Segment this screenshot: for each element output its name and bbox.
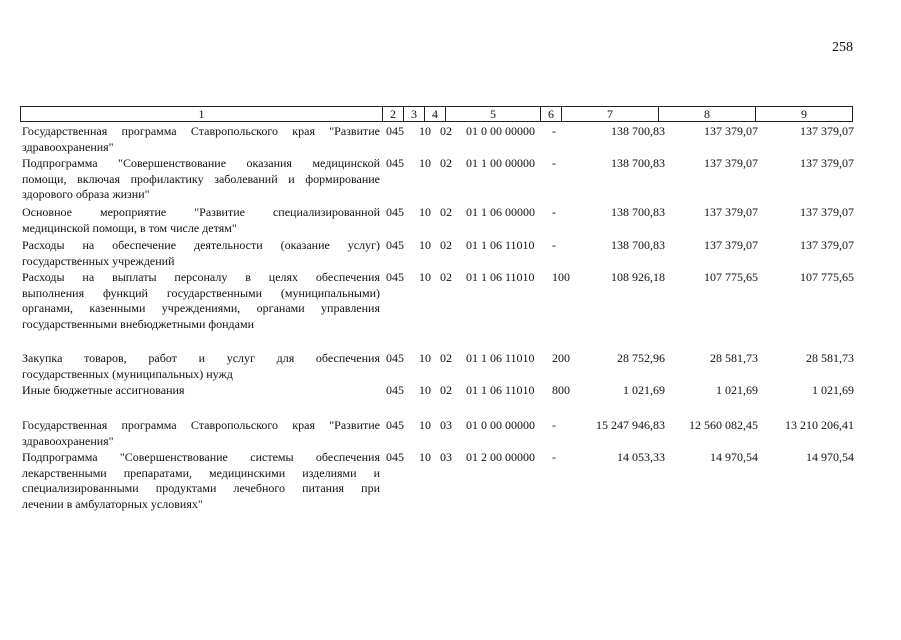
row-cell-c9: 137 379,07 [800, 156, 854, 170]
row-description-line: государственных (муниципальных) нужд [22, 366, 233, 381]
row-cell-c6: 200 [552, 351, 570, 365]
header-col-4: 4 [425, 107, 446, 122]
row-cell-c4: 02 [440, 351, 452, 365]
row-description-line: государственных учреждений [22, 253, 175, 268]
row-description [22, 383, 380, 399]
row-description-line: медицинской помощи, в том числе детям" [22, 220, 237, 235]
row-description-line: здравоохранения" [22, 433, 114, 448]
row-cell-c3: 10 [419, 156, 431, 170]
row-cell-c2: 045 [386, 238, 404, 252]
row-cell-c9: 137 379,07 [800, 124, 854, 138]
row-cell-c4: 02 [440, 205, 452, 219]
header-col-9: 9 [756, 107, 853, 122]
row-cell-c3: 10 [419, 205, 431, 219]
row-cell-c5: 01 1 06 11010 [466, 383, 535, 397]
row-cell-c6: - [552, 418, 556, 432]
row-cell-c7: 138 700,83 [611, 124, 665, 138]
row-cell-c8: 137 379,07 [704, 124, 758, 138]
row-cell-c4: 02 [440, 238, 452, 252]
row-description [22, 205, 380, 236]
row-cell-c5: 01 1 06 11010 [466, 351, 535, 365]
row-cell-c8: 14 970,54 [710, 450, 758, 464]
row-cell-c2: 045 [386, 205, 404, 219]
row-description-line: органами, казенными учреждениями, органами управления [22, 301, 380, 316]
row-description-line: Расходы на выплаты персоналу в целях обеспечения [22, 270, 380, 284]
row-cell-c2: 045 [386, 270, 404, 284]
header-col-5: 5 [446, 107, 541, 122]
row-cell-c3: 10 [419, 450, 431, 464]
row-cell-c5: 01 1 00 00000 [466, 156, 535, 170]
row-cell-c9: 137 379,07 [800, 238, 854, 252]
row-cell-c9: 1 021,69 [812, 383, 854, 397]
row-description-line: Иные бюджетные ассигнования [22, 383, 185, 397]
row-cell-c5: 01 0 00 00000 [466, 418, 535, 432]
row-cell-c9: 28 581,73 [806, 351, 854, 365]
row-description [22, 124, 380, 155]
row-cell-c2: 045 [386, 418, 404, 432]
row-cell-c7: 138 700,83 [611, 205, 665, 219]
row-cell-c8: 137 379,07 [704, 205, 758, 219]
row-cell-c5: 01 1 06 00000 [466, 205, 535, 219]
row-cell-c3: 10 [419, 124, 431, 138]
row-cell-c2: 045 [386, 383, 404, 397]
row-cell-c7: 1 021,69 [623, 383, 665, 397]
row-description-line: помощи, включая профилактику заболеваний и формирование [22, 171, 380, 186]
row-cell-c6: 100 [552, 270, 570, 284]
row-description-line: выполнения функций государственными (муниципальными) [22, 285, 380, 300]
row-cell-c6: - [552, 124, 556, 138]
row-cell-c9: 137 379,07 [800, 205, 854, 219]
page-number: 258 [832, 40, 853, 55]
row-cell-c5: 01 1 06 11010 [466, 238, 535, 252]
row-description [22, 450, 380, 512]
row-cell-c7: 14 053,33 [617, 450, 665, 464]
row-description-line: здравоохранения" [22, 139, 114, 154]
row-description-line: Закупка товаров, работ и услуг для обеспечения [22, 351, 380, 365]
row-cell-c2: 045 [386, 450, 404, 464]
row-cell-c8: 137 379,07 [704, 238, 758, 252]
row-description [22, 351, 380, 382]
row-description-line: Государственная программа Ставропольского края "Развитие [22, 418, 380, 432]
row-cell-c4: 03 [440, 450, 452, 464]
row-cell-c8: 12 560 082,45 [689, 418, 758, 432]
row-cell-c2: 045 [386, 124, 404, 138]
row-description-line: Подпрограмма "Совершенствование оказания медицинской [22, 156, 380, 170]
row-cell-c7: 28 752,96 [617, 351, 665, 365]
header-col-8: 8 [659, 107, 756, 122]
row-description-line: лечении в амбулаторных условиях" [22, 496, 203, 511]
row-cell-c3: 10 [419, 238, 431, 252]
row-description [22, 418, 380, 449]
row-cell-c8: 28 581,73 [710, 351, 758, 365]
row-cell-c6: 800 [552, 383, 570, 397]
row-cell-c5: 01 0 00 00000 [466, 124, 535, 138]
row-cell-c6: - [552, 205, 556, 219]
row-cell-c4: 03 [440, 418, 452, 432]
row-cell-c4: 02 [440, 270, 452, 284]
row-cell-c7: 108 926,18 [611, 270, 665, 284]
row-cell-c8: 1 021,69 [716, 383, 758, 397]
row-cell-c4: 02 [440, 383, 452, 397]
header-col-1: 1 [21, 107, 383, 122]
row-cell-c3: 10 [419, 351, 431, 365]
header-col-7: 7 [562, 107, 659, 122]
row-cell-c3: 10 [419, 418, 431, 432]
row-description [22, 270, 380, 332]
row-cell-c2: 045 [386, 351, 404, 365]
row-cell-c4: 02 [440, 156, 452, 170]
header-col-3: 3 [404, 107, 425, 122]
row-cell-c2: 045 [386, 156, 404, 170]
row-cell-c3: 10 [419, 383, 431, 397]
row-cell-c5: 01 1 06 11010 [466, 270, 535, 284]
header-col-2: 2 [383, 107, 404, 122]
row-cell-c5: 01 2 00 00000 [466, 450, 535, 464]
row-description-line: государственными внебюджетными фондами [22, 316, 255, 331]
row-cell-c7: 138 700,83 [611, 156, 665, 170]
row-cell-c7: 15 247 946,83 [596, 418, 665, 432]
row-description-line: специализированными продуктами лечебного питания при [22, 481, 380, 496]
row-description [22, 238, 380, 269]
row-cell-c9: 14 970,54 [806, 450, 854, 464]
header-col-6: 6 [541, 107, 562, 122]
row-cell-c6: - [552, 450, 556, 464]
row-cell-c9: 107 775,65 [800, 270, 854, 284]
table-header [20, 106, 853, 121]
row-cell-c8: 107 775,65 [704, 270, 758, 284]
row-cell-c9: 13 210 206,41 [785, 418, 854, 432]
row-description-line: здорового образа жизни" [22, 187, 150, 202]
row-cell-c6: - [552, 238, 556, 252]
row-description-line: Расходы на обеспечение деятельности (оказание услуг) [22, 238, 380, 252]
row-cell-c8: 137 379,07 [704, 156, 758, 170]
row-description-line: Государственная программа Ставропольского края "Развитие [22, 124, 380, 138]
row-description-line: лекарственными препаратами, медицинскими изделиями и [22, 465, 380, 480]
row-cell-c4: 02 [440, 124, 452, 138]
row-description [22, 156, 380, 203]
row-description-line: Основное мероприятие "Развитие специализированной [22, 205, 380, 219]
row-cell-c3: 10 [419, 270, 431, 284]
row-cell-c6: - [552, 156, 556, 170]
row-description-line: Подпрограмма "Совершенствование системы обеспечения [22, 450, 380, 464]
header-table [20, 106, 853, 122]
header-row [21, 107, 853, 122]
row-cell-c7: 138 700,83 [611, 238, 665, 252]
